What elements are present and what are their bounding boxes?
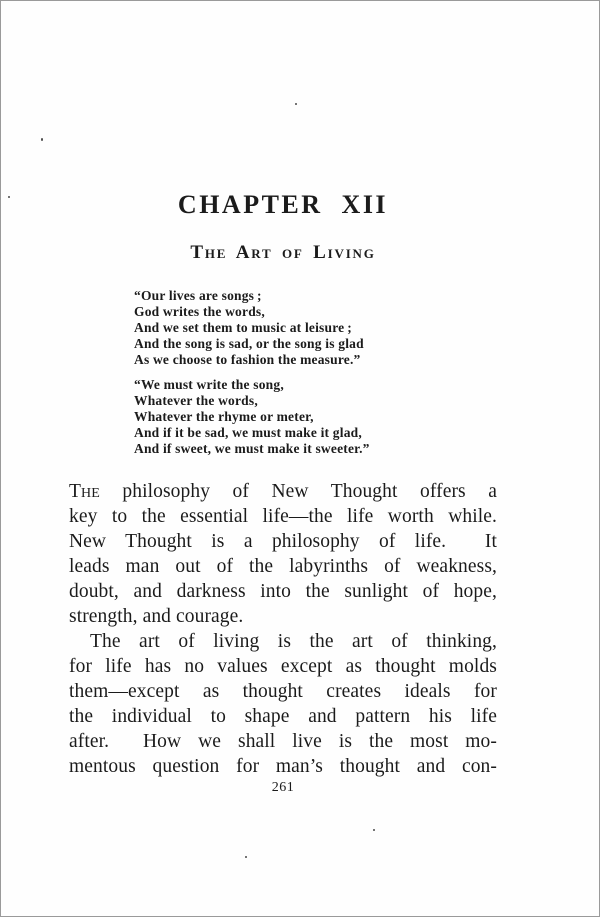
body-line-text: philosophy of New Thought offers a <box>122 481 497 502</box>
poem-stanza-1 <box>134 288 497 368</box>
body-line: The art of living is the art of thinking, <box>90 631 497 652</box>
body-line: leads man out of the labyrinths of weakness, <box>69 556 497 577</box>
poem-line: And if sweet, we must make it sweeter.” <box>134 441 370 456</box>
poem-line: Whatever the words, <box>134 393 258 408</box>
text-column <box>69 1 497 797</box>
poem-line: Whatever the rhyme or meter, <box>134 409 314 424</box>
scan-speck <box>373 829 375 831</box>
scan-speck <box>245 856 247 858</box>
poem-line: And if it be sad, we must make it glad, <box>134 425 362 440</box>
lead-word: The <box>69 481 100 502</box>
page-number: 261 <box>271 780 295 795</box>
body-line: after. How we shall live is the most mo- <box>69 731 497 752</box>
body-line: the individual to shape and pattern his life <box>69 706 497 727</box>
body-line: New Thought is a philosophy of life. It <box>69 531 497 552</box>
poem-line: God writes the words, <box>134 304 265 319</box>
body-line: for life has no values except as thought molds <box>69 656 497 677</box>
section-title: The Art of Living <box>190 242 376 263</box>
chapter-heading: CHAPTER XII <box>177 190 389 219</box>
scan-speck <box>41 138 43 141</box>
scan-speck <box>8 196 10 198</box>
body-line: key to the essential life—the life worth while. <box>69 506 497 527</box>
body-line: mentous question for man’s thought and con- <box>69 756 497 777</box>
paragraph-2 <box>69 629 497 779</box>
body-line: strength, and courage. <box>69 606 244 627</box>
poem-stanza-2 <box>134 377 497 457</box>
poem-line: And we set them to music at leisure ; <box>134 320 352 335</box>
body-line <box>69 479 497 504</box>
poem-line: “We must write the song, <box>134 377 284 392</box>
body-line: doubt, and darkness into the sunlight of hope, <box>69 581 497 602</box>
poem-line: As we choose to fashion the measure.” <box>134 352 361 367</box>
poem-line: “Our lives are songs ; <box>134 288 262 303</box>
poem-line: And the song is sad, or the song is glad <box>134 336 364 351</box>
body-line: them—except as thought creates ideals for <box>69 681 497 702</box>
paragraph-1 <box>69 479 497 629</box>
